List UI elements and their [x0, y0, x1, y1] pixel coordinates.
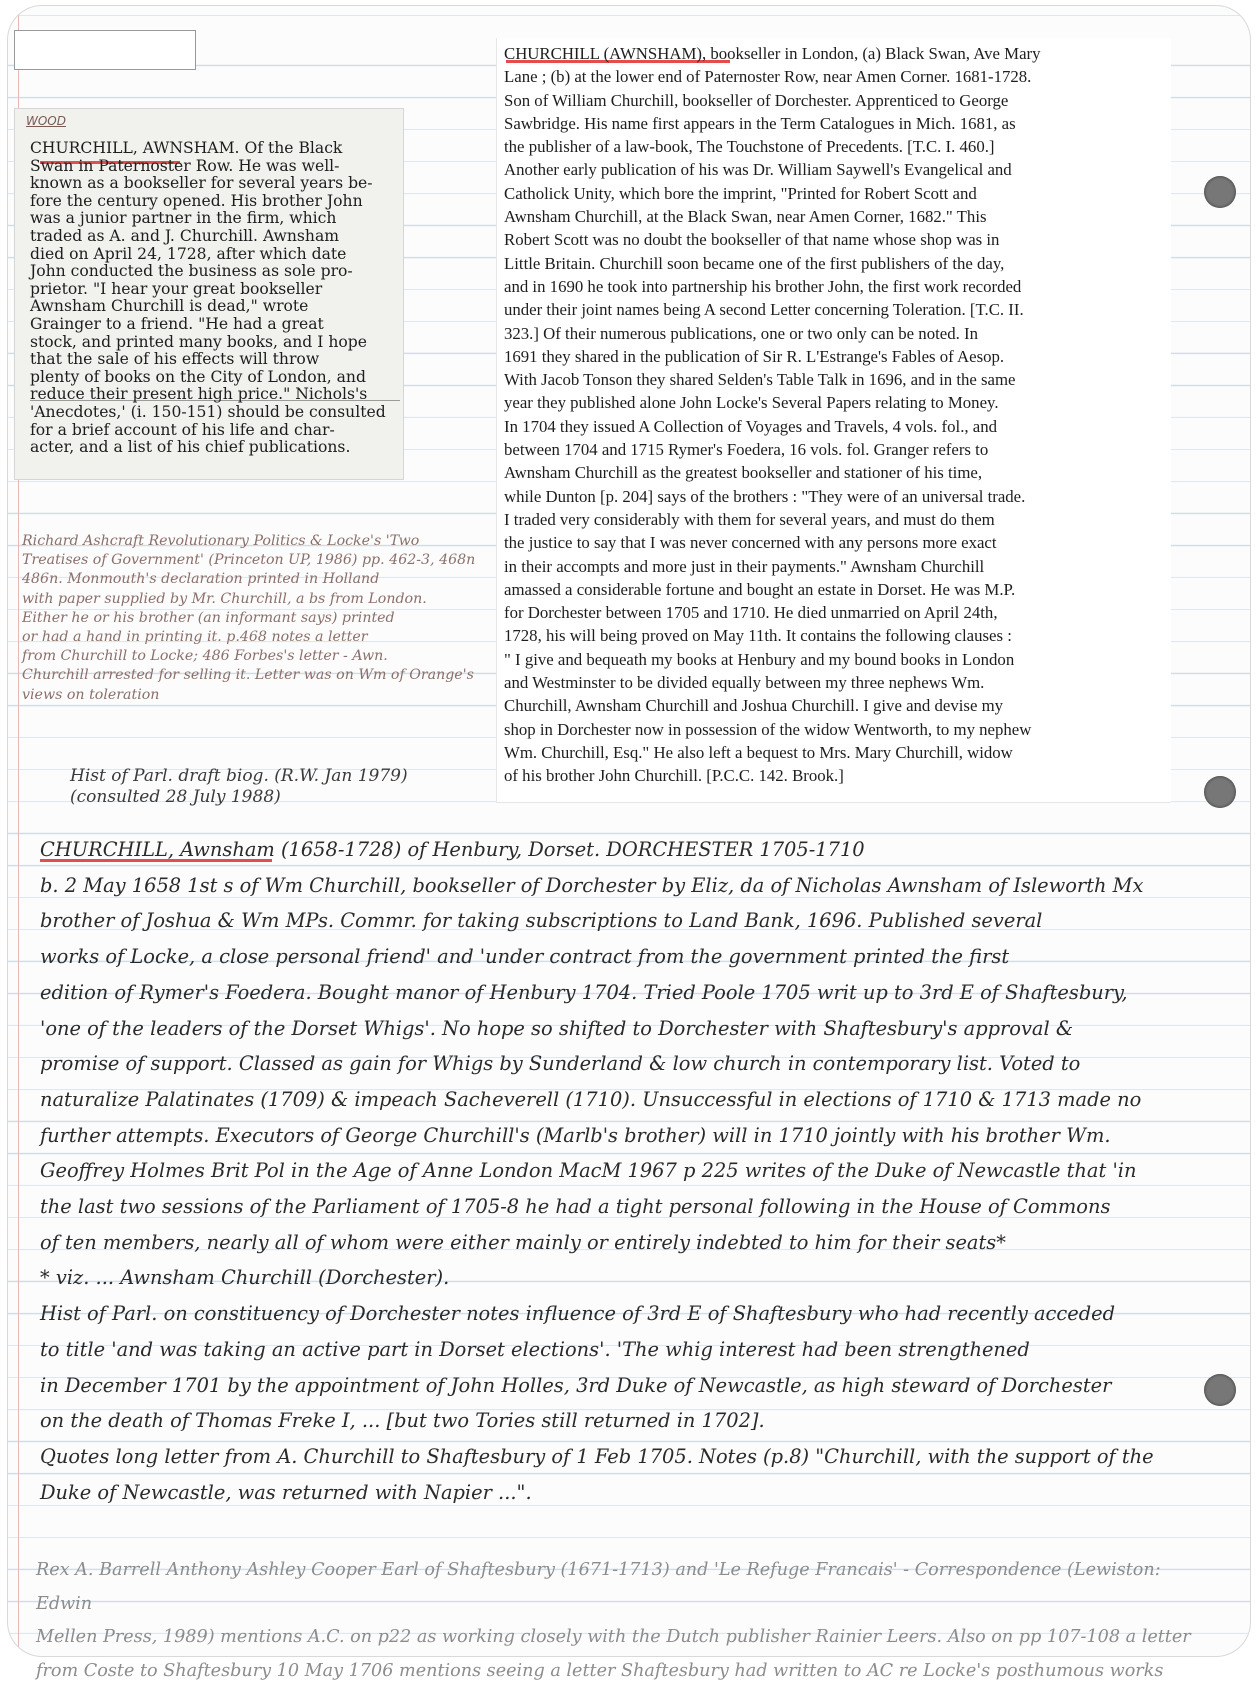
- note-main: CHURCHILL, Awnsham (1658-1728) of Henbury, Dorset. DORCHESTER 1705-1710 b. 2 May 1658 1st s of Wm Churchill, bookseller of Dorchester by Eliz, da of Nicholas Awnsham of Isleworth Mx brother of Joshua & Wm MPs. Commr. for taking subscriptions to Land Bank, 1696. Published several works of Locke, a close personal friend' and 'under contract from the government printed the first edition of Rymer's Foedera. Bought manor of Henbury 1704. Tried Poole 1705 writ up to 3rd E of Shaftesbury, 'one of the leaders of the Dorset Whigs'. No hope so shifted to Dorchester with Shaftesbury's approval & promise of support. Classed as gain for Whigs by Sunderland & low church in contemporary list. Voted to naturalize Palatinates (1709) & impeach Sacheverell (1710). Unsuccessful in elections of 1710 & 1713 made no further attempts. Executors of George Churchill's (Marlb's brother) will in 1710 jointly with his brother Wm. Geoffrey Holmes Brit Pol in the Age of Anne London MacM 1967 p 225 writes of the Duke of Newcastle that 'in the last two sessions of the Parliament of 1705-8 he had a tight personal following in the House of Commons of ten members, nearly all of whom were either mainly or entirely indebted to him for their seats* * viz. ... Awnsham Churchill (Dorchester). Hist of Parl. on constituency of Dorchester notes influence of 3rd E of Shaftesbury who had recently acceded to title 'and was taking an active part in Dorset elections'. 'The whig interest had been strengthened in December 1701 by the appointment of John Holles, 3rd Duke of Newcastle, as high steward of Dorchester on the death of Thomas Freke I, ... [but two Tories still returned in 1702]. Quotes long letter from A. Churchill to Shaftesbury of 1 Feb 1705. Notes (p.8) "Churchill, with the support of the Duke of Newcastle, was returned with Napier ...".: [40, 838, 1154, 1504]
- note-hist-parl: Hist of Parl. draft biog. (R.W. Jan 1979) (consulted 28 July 1988): [70, 766, 408, 807]
- binder-hole-icon: [1204, 776, 1236, 808]
- note-barrell: Rex A. Barrell Anthony Ashley Cooper Earl of Shaftesbury (1671-1713) and 'Le Refuge Francais' - Correspondence (Lewiston: Edwin Mellen Press, 1989) mentions A.C. on p22 as working closely with the Dutch publisher Rainier Leers. Also on pp 107-108 a letter from Coste to Shaftesbury 10 May 1706 mentions seeing a letter Shaftesbury had written to AC re Locke's posthumous works: [36, 1560, 1191, 1681]
- binder-hole-icon: [1204, 176, 1236, 208]
- wood-tag: WOOD: [26, 114, 66, 128]
- clipping-left-text: CHURCHILL, AWNSHAM. Of the Black Swan in Paternoster Row. He was well- known as a bookseller for several years be- fore the century opened. His brother John was a junior partner in the firm, which traded as A. and J. Churchill. Awnsham died on April 24, 1728, after which date John conducted the business as sole pro- prietor. "I hear your great bookseller Awnsham Churchill is dead," wrote Grainger to a friend. "He had a great stock, and printed many books, and I hope that the sale of his effects will throw plenty of books on the City of London, and reduce their present high price." Nichols's 'Anecdotes,' (i. 150-151) should be consulted for a brief account of his life and char- acter, and a list of his chief publications.: [30, 139, 386, 457]
- clipping-right-text: CHURCHILL (AWNSHAM), bookseller in London, (a) Black Swan, Ave Mary Lane ; (b) at the lower end of Paternoster Row, near Amen Corner. 1681-1728. Son of William Churchill, bookseller of Dorchester. Apprenticed to George Sawbridge. His name first appears in the Term Catalogues in Mich. 1681, as the publisher of a law-book, The Touchstone of Precedents. [T.C. I. 460.] Another early publication of his was Dr. William Saywell's Evangelical and Catholick Unity, which bore the imprint, "Printed for Robert Scott and Awnsham Churchill, at the Black Swan, near Amen Corner, 1682." This Robert Scott was no doubt the bookseller of that name whose shop was in Little Britain. Churchill soon became one of the first publishers of the day, and in 1690 he took into partnership his brother John, the first work recorded under their joint names being A second Letter concerning Toleration. [T.C. II. 323.] Of their numerous publications, one or two only can be noted. In 1691 they shared in the publication of Sir R. L'Estrange's Fables of Aesop. With Jacob Tonson they shared Selden's Table Talk in 1696, and in the same year they published alone John Locke's Several Papers relating to Money. In 1704 they issued A Collection of Voyages and Travels, 4 vols. fol., and between 1704 and 1715 Rymer's Foedera, 16 vols. fol. Granger refers to Awnsham Churchill as the greatest bookseller and stationer of his time, while Dunton [p. 204] says of the brothers : "They were of an universal trade. I traded very considerably with them for several years, and must do them the justice to say that I was never concerned with any persons more exact in their accompts and more just in their payments." Awnsham Churchill amassed a considerable fortune and bought an estate in Dorset. He was M.P. for Dorchester between 1705 and 1710. He died unmarried on April 24th, 1728, his will being proved on May 11th. It contains the following clauses : " I give and bequeath my books at Henbury and my bound books in London and Westminster to be divided equally between my three nephews Wm. Churchill, Awnsham Churchill and Joshua Churchill. I give and devise my shop in Dorchester now in possession of the widow Wentworth, to my nephew Wm. Churchill, Esq." He also left a bequest to Mrs. Mary Churchill, widow of his brother John Churchill. [P.C.C. 142. Brook.]: [504, 44, 1041, 786]
- binder-hole-icon: [1204, 1374, 1236, 1406]
- note-ashcraft: Richard Ashcraft Revolutionary Politics & Locke's 'Two Treatises of Government' (Princeton UP, 1986) pp. 462-3, 468n 486n. Monmouth's declaration printed in Holland with paper supplied by Mr. Churchill, a bs from London. Either he or his brother (an informant says) printed or had a hand in printing it. p.468 notes a letter from Churchill to Locke; 486 Forbes's letter - Awn. Churchill arrested for selling it. Letter was on Wm of Orange's views on toleration: [22, 533, 476, 703]
- label-box: [14, 30, 196, 70]
